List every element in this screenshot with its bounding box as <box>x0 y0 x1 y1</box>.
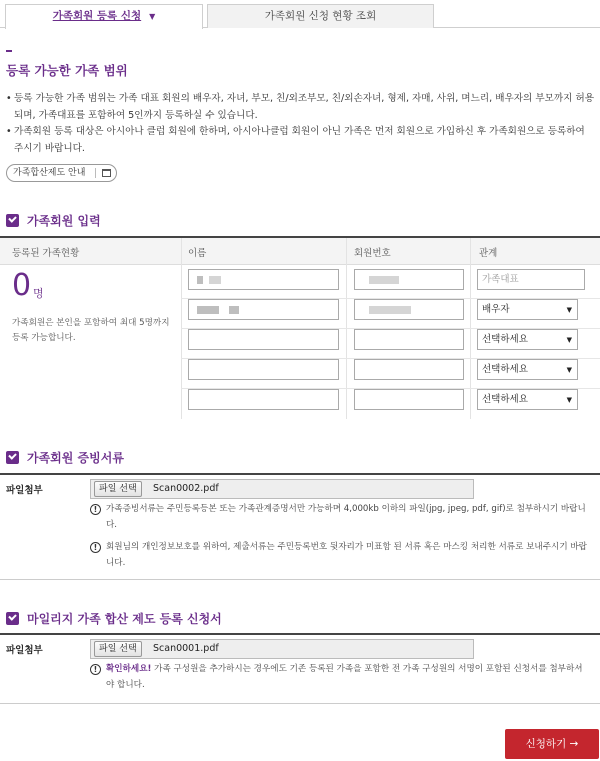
family-count-value: 0 <box>12 268 32 303</box>
tab-family-status[interactable] <box>207 4 434 28</box>
relation-select[interactable] <box>477 359 578 380</box>
column-header: 등록된 가족현황 <box>12 248 80 259</box>
notice-strong: 확인하세요! <box>106 664 152 674</box>
name-input[interactable] <box>188 269 339 290</box>
file-select-button[interactable]: 파일 선택 <box>94 481 142 497</box>
relation-select-value: 선택하세요 <box>482 394 528 405</box>
family-limit-note: 가족회원은 본인을 포함하여 최대 5명까지 등록 가능합니다. <box>12 318 170 343</box>
name-input[interactable] <box>188 299 339 320</box>
exclamation-icon: ! <box>90 542 101 553</box>
checkbox-icon <box>6 612 19 625</box>
name-input[interactable] <box>188 329 339 350</box>
dropdown-arrow-icon: ▼ <box>566 366 572 374</box>
notice <box>90 540 590 571</box>
masked-text <box>369 276 399 284</box>
masked-text <box>229 306 239 314</box>
mileage-app-title: 마일리지 가족 합산 제도 등록 신청서 <box>27 612 222 626</box>
file-name: Scan0002.pdf <box>153 483 219 494</box>
member-number-input[interactable] <box>354 269 464 290</box>
mileage-app-heading <box>6 611 222 627</box>
range-bullet-list <box>6 91 596 157</box>
relation-select-value: 배우자 <box>482 304 510 315</box>
relation-select-value: 선택하세요 <box>482 364 528 375</box>
relation-input[interactable]: 가족대표 <box>477 269 585 290</box>
proof-file-field[interactable] <box>90 479 474 499</box>
family-guide-button[interactable] <box>6 164 117 182</box>
notice-text: 가족증빙서류는 주민등록등본 또는 가족관계증명서만 가능하며 4,000kb 이하의 파일(jpg, jpeg, pdf, gif)로 첨부하시기 바랍니다. <box>106 504 586 530</box>
family-input-heading <box>6 213 101 229</box>
masked-text <box>197 276 203 284</box>
tab-bar <box>0 0 600 28</box>
relation-select[interactable] <box>477 329 578 350</box>
dropdown-arrow-icon: ▼ <box>566 396 572 404</box>
relation-select-value: 선택하세요 <box>482 334 528 345</box>
family-input-title: 가족회원 입력 <box>27 214 101 228</box>
file-attach-label: 파일첨부 <box>6 645 43 656</box>
family-count-unit: 명 <box>33 287 44 300</box>
member-number-input[interactable] <box>354 389 464 410</box>
masked-text <box>209 276 221 284</box>
notice <box>90 662 590 693</box>
column-header: 회원번호 <box>354 248 391 259</box>
notice <box>90 502 590 533</box>
divider <box>95 168 96 178</box>
notice-text: 가족 구성원을 추가하시는 경우에도 기존 등록된 가족을 포함한 전 가족 구성원의 서명이 포함된 신청서를 첨부하셔야 합니다. <box>106 664 583 690</box>
submit-button[interactable]: 신청하기 → <box>505 729 599 759</box>
proof-docs-heading <box>6 450 124 466</box>
tab-family-register-label: 가족회원 등록 신청 <box>52 10 142 22</box>
member-number-input[interactable] <box>354 299 464 320</box>
relation-select[interactable] <box>477 389 578 410</box>
dropdown-arrow-icon: ▼ <box>566 336 572 344</box>
file-attach-label: 파일첨부 <box>6 485 43 496</box>
table-header <box>0 238 600 265</box>
name-input[interactable] <box>188 359 339 380</box>
column-header: 이름 <box>188 248 207 259</box>
file-name: Scan0001.pdf <box>153 643 219 654</box>
relation-select[interactable] <box>477 299 578 320</box>
range-title: 등록 가능한 가족 범위 <box>6 63 128 78</box>
masked-text <box>369 306 411 314</box>
notice-text: 회원님의 개인정보보호를 위하여, 제출서류는 주민등록번호 뒷자리가 미표함 된 서류 혹은 마스킹 처리한 서류로 보내주시기 바랍니다. <box>106 542 587 568</box>
exclamation-icon: ! <box>90 664 101 675</box>
section-marker <box>6 50 12 52</box>
dropdown-arrow-icon: ▼ <box>566 306 572 314</box>
checkbox-icon <box>6 214 19 227</box>
column-header: 관계 <box>479 248 498 259</box>
proof-docs-title: 가족회원 증빙서류 <box>27 451 124 465</box>
masked-text <box>197 306 219 314</box>
tab-family-register[interactable] <box>5 4 203 29</box>
chevron-down-icon: ▼ <box>149 12 156 21</box>
range-bullet: • 등록 가능한 가족 범위는 가족 대표 회원의 배우자, 자녀, 부모, 친/외조부모, 친/외손자녀, 형제, 자매, 사위, 며느리, 배우자의 부모까지 허용되며, 가족대표를 포함하여 5인까지 등록하실 수 있습니다. <box>6 91 596 124</box>
name-input[interactable] <box>188 389 339 410</box>
popup-window-icon <box>102 169 111 177</box>
file-select-button[interactable]: 파일 선택 <box>94 641 142 657</box>
tab-family-status-label: 가족회원 신청 현황 조회 <box>264 10 377 22</box>
mileage-file-field[interactable] <box>90 639 474 659</box>
range-bullet: • 가족회원 등록 대상은 아시아나 클럽 회원에 한하며, 아시아나클럽 회원이 아닌 가족은 먼저 회원으로 가입하신 후 가족회원으로 등록하여 주시기 바랍니다. <box>6 124 596 157</box>
member-number-input[interactable] <box>354 329 464 350</box>
exclamation-icon: ! <box>90 504 101 515</box>
checkbox-icon <box>6 451 19 464</box>
member-number-input[interactable] <box>354 359 464 380</box>
family-guide-label: 가족합산제도 안내 <box>13 168 86 178</box>
